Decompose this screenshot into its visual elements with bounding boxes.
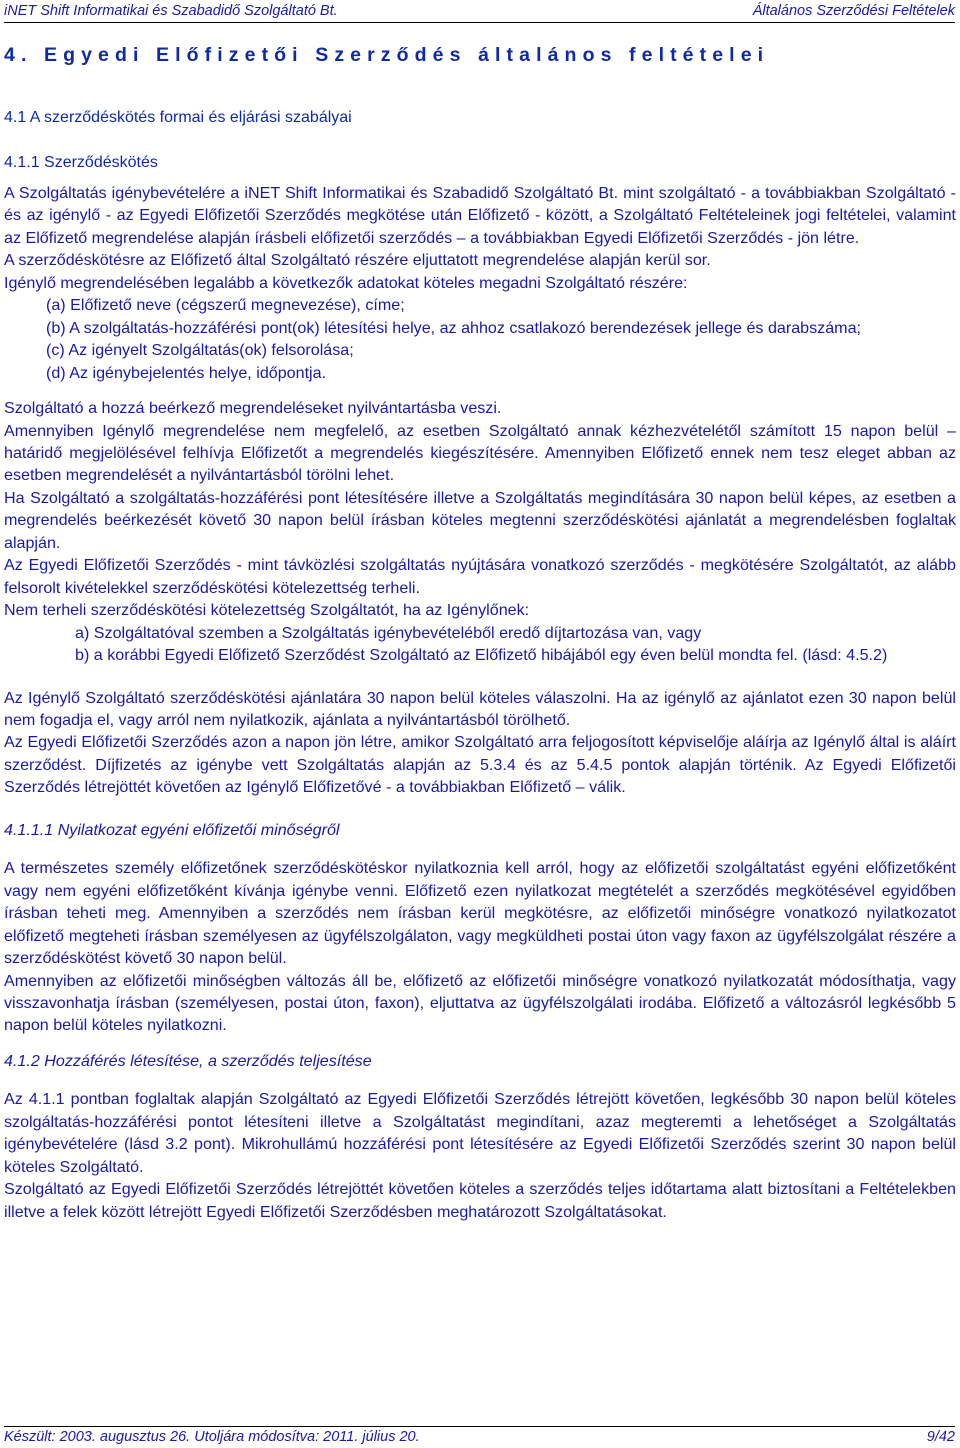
page-header xyxy=(4,2,955,23)
chapter-title: 4. Egyedi Előfizetői Szerződés általános feltételei xyxy=(4,44,770,66)
list-item xyxy=(4,644,956,666)
paragraph: Igénylő megrendelésében legalább a következők adatokat köteles megadni Szolgáltató részére: xyxy=(4,273,688,292)
header-doc-title: Általános Szerződési Feltételek xyxy=(752,3,955,19)
required-data-list xyxy=(4,294,956,384)
paragraph: Amennyiben az előfizetői minőségben változás áll be, előfizető az előfizetői minőségre vonatkozó nyilatkozatát módosíthatja, vagy visszavonhatja írásban (személyesen, postai úton, faxon), eljuttatva az ügyfélszolgálati irodába. Előfizető a változásról legkésőbb 5 napon belül köteles nyilatkozni. xyxy=(4,971,956,1035)
list-item-text: A szolgáltatás-hozzáférési pont(ok) létesítési helye, az ahhoz csatlakozó berendezések jellege és darabszáma; xyxy=(69,318,861,337)
paragraph: Az 4.1.1 pontban foglaltak alapján Szolgáltató az Egyedi Előfizetői Szerződés létrejött követően, legkésőbb 30 napon belül köteles szolgáltatás-hozzáférési pontot létesíteni illetve a Szolgáltatást megindítani, azaz megteremti a lehetőséget a Szolgáltatás igénybevételére (lásd 3.2 pont). Mikrohullámú hozzáférési pont létesítésére az Egyedi Előfizetői Szerződés szerint 30 napon belül köteles Szolgáltató. xyxy=(4,1090,956,1176)
section-heading-4-1-1: 4.1.1 Szerződéskötés xyxy=(4,154,158,171)
list-marker: (c) xyxy=(46,341,65,360)
paragraph: Az Egyedi Előfizetői Szerződés azon a napon jön létre, amikor Szolgáltató arra feljogosított képviselője aláírja az Igénylő által is aláírt szerződést. Díjfizetés az igénybe vett Szolgáltatás alapján az 5.3.4 és az 5.4.5 pontok alapján történik. Az Egyedi Előfizetői Szerződés létrejöttét követően az Igénylő Előfizetővé - a továbbiakban Előfizető – válik. xyxy=(4,733,956,797)
exception-list xyxy=(4,622,956,667)
list-marker: a) xyxy=(75,623,90,642)
section-heading-4-1-1-1: 4.1.1.1 Nyilatkozat egyéni előfizetői minőségről xyxy=(4,820,340,839)
list-item-text: a korábbi Egyedi Előfizető Szerződést Szolgáltató az Előfizető hibájából egy éven belül mondta fel. (lásd: 4.5.2) xyxy=(93,646,888,665)
section-heading-4-1-2: 4.1.2 Hozzáférés létesítése, a szerződés teljesítése xyxy=(4,1051,372,1070)
list-marker: (d) xyxy=(46,363,66,382)
paragraph: A természetes személy előfizetőnek szerződéskötéskor nyilatkoznia kell arról, hogy az előfizetői szolgáltatást egyéni előfizetőként vagy nem egyéni előfizetőként kívánja igénybe venni. Előfizető ezen nyilatkozat megtételét a szerződés megkötésével egyidőben írásban teheti meg. Amennyiben a szerződés nem írásban kerül megkötésre, az előfizetői minőségre vonatkozó nyilatkozatot előfizető megteheti írásban személyesen az ügyfélszolgálaton, vagy megküldheti postai úton vagy faxon az ügyfélszolgálat részére a szerződéskötést követő 30 napon belül. xyxy=(4,859,956,968)
paragraph: Ha Szolgáltató a szolgáltatás-hozzáférési pont létesítésére illetve a Szolgáltatás megindítására 30 napon belül képes, az esetben a megrendelés beérkezését követő 30 napon belül írásban köteles megtenni szerződéskötési ajánlatát a megrendelésben foglaltak alapján. xyxy=(4,488,956,552)
list-item xyxy=(4,317,956,339)
paragraph: Nem terheli szerződéskötési kötelezettség Szolgáltatót, ha az Igénylőnek: xyxy=(4,601,530,620)
list-item xyxy=(4,339,956,361)
list-item xyxy=(4,294,956,316)
list-item-text: Előfizető neve (cégszerű megnevezése), címe; xyxy=(70,296,405,315)
list-item xyxy=(4,362,956,384)
paragraph: Szolgáltató a hozzá beérkező megrendeléseket nyilvántartásba veszi. xyxy=(4,399,502,418)
footer-dates: Készült: 2003. augusztus 26. Utoljára módosítva: 2011. július 20. xyxy=(4,1429,420,1445)
header-company: iNET Shift Informatikai és Szabadidő Szolgáltató Bt. xyxy=(4,3,338,19)
list-marker: (a) xyxy=(46,296,66,315)
list-item-text: Az igénybejelentés helye, időpontja. xyxy=(69,363,327,382)
document-body xyxy=(4,182,956,1223)
page-footer xyxy=(4,1426,955,1447)
paragraph: Az Igénylő Szolgáltató szerződéskötési ajánlatára 30 napon belül köteles válaszolni. Ha az igénylő az ajánlatot ezen 30 napon belül nem fogadja el, vagy arról nem nyilatkozik, ajánlata a nyilvántartásból törölhető. xyxy=(4,688,956,729)
paragraph: A szerződéskötésre az Előfizető által Szolgáltató részére eljuttatott megrendelése alapján kerül sor. xyxy=(4,251,711,270)
list-item xyxy=(4,622,956,644)
paragraph: A Szolgáltatás igénybevételére a iNET Shift Informatikai és Szabadidő Szolgáltató Bt. mint szolgáltató - a továbbiakban Szolgáltató - és az igénylő - az Egyedi Előfizetői Szerződés megkötése után Előfizető - között, a Szolgáltató Feltételeinek jogi feltételei, valamint az Előfizető megrendelése alapján írásbeli előfizetői szerződés – a továbbiakban Egyedi Előfizetői Szerződés - jön létre. xyxy=(4,184,956,247)
paragraph: Amennyiben Igénylő megrendelése nem megfelelő, az esetben Szolgáltató annak kézhezvételétől számított 15 napon belül – határidő megjelölésével felhívja Előfizetőt a megrendelés kiegészítésére. Amennyiben Előfizető ennek nem tesz eleget abban az esetben megrendelését a nyilvántartásból törölni lehet. xyxy=(4,421,956,485)
page-number: 9/42 xyxy=(926,1429,955,1445)
list-item-text: Az igényelt Szolgáltatás(ok) felsorolása; xyxy=(68,341,354,360)
list-marker: b) xyxy=(75,646,90,665)
paragraph: Szolgáltató az Egyedi Előfizetői Szerződés létrejöttét követően köteles a szerződés teljes időtartama alatt biztosítani a Feltételekben illetve a felek között létrejött Egyedi Előfizetői Szerződésben meghatározott Szolgáltatásokat. xyxy=(4,1180,956,1221)
list-marker: (b) xyxy=(46,318,66,337)
paragraph: Az Egyedi Előfizetői Szerződés - mint távközlési szolgáltatás nyújtására vonatkozó szerződés - megkötésére Szolgáltatót, az alább felsorolt kivételekkel szerződéskötési kötelezettség terheli. xyxy=(4,556,956,597)
section-heading-4-1: 4.1 A szerződéskötés formai és eljárási szabályai xyxy=(4,109,352,126)
list-item-text: Szolgáltatóval szemben a Szolgáltatás igénybevételéből eredő díjtartozása van, vagy xyxy=(93,623,702,642)
